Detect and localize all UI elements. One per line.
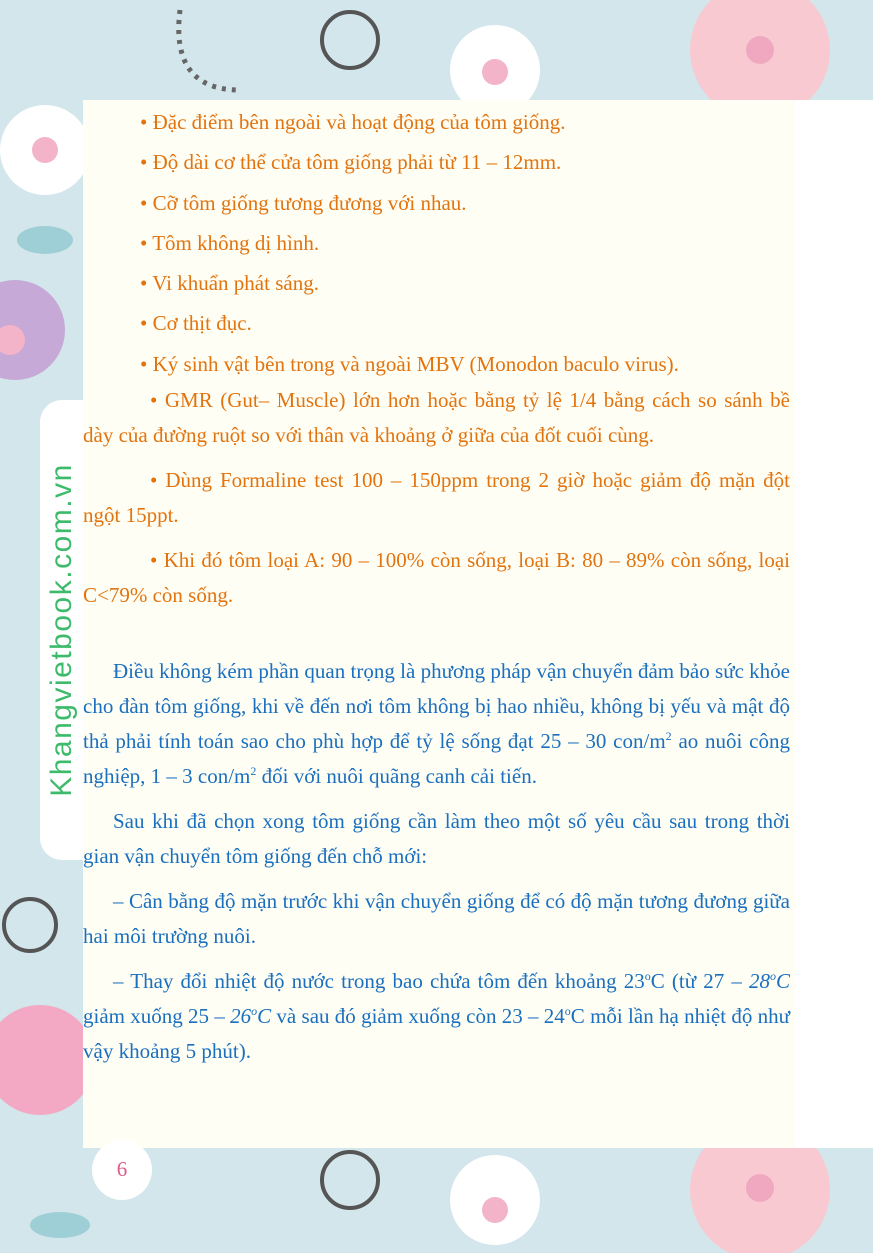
paragraph: Điều không kém phần quan trọng là phương pháp vận chuyển đảm bảo sức khỏe cho đàn tôm giống, khi về đến nơi tôm không bị hao nhiều, không bị yếu và mật độ thả phải tính toán sao cho phù hợp để tỷ lệ sống đạt 25 – 30 con/$m^2$ ao nuôi công nghiệp, 1 – 3 con/$m^2$ đối với nuôi quãng canh cải tiến. <box>83 659 790 788</box>
bullet-list-long <box>83 383 790 613</box>
flower-icon <box>0 1005 95 1115</box>
dash-item: – Thay đổi nhiệt độ nước trong bao chứa tôm đến khoảng 23$^o$C (từ 27 – 28$^o$C giảm xuống 25 – 26$^o$C và sau đó giảm xuống còn 23 – 24$^o$C mỗi lần hạ nhiệt độ như vậy khoảng 5 phút). <box>83 969 791 1063</box>
page-number: 6 <box>92 1140 152 1200</box>
list-item: • Dùng Formaline test 100 – 150ppm trong 2 giờ hoặc giảm độ mặn đột ngột 15ppt. <box>83 468 790 527</box>
dash-item: – Cân bằng độ mặn trước khi vận chuyển giống để có độ mặn tương đương giữa hai môi trường nuôi. <box>83 889 790 948</box>
list-item: • Độ dài cơ thể cửa tôm giống phải từ 11 – 12mm. <box>140 150 562 175</box>
list-item: • Khi đó tôm loại A: 90 – 100% còn sống, loại B: 80 – 89% còn sống, loại C<79% còn sống. <box>83 548 791 607</box>
right-margin <box>795 100 873 1148</box>
list-item: • Đặc điểm bên ngoài và hoạt động của tôm giống. <box>140 110 566 134</box>
list-item: • Vi khuẩn phát sáng. <box>140 271 319 296</box>
flower-icon <box>0 105 90 195</box>
watermark-text: Khangvietbook.com.vn <box>44 463 78 797</box>
list-item: • Cơ thịt đục. <box>140 311 252 336</box>
list-item: • Cỡ tôm giống tương đương với nhau. <box>140 190 467 215</box>
flower-icon <box>0 280 65 380</box>
list-item: • Ký sinh vật bên trong và ngoài MBV (Monodon baculo virus). <box>140 351 679 376</box>
bullet-list-short <box>83 102 790 384</box>
list-item: • GMR (Gut– Muscle) lớn hơn hoặc bằng tỷ lệ 1/4 bằng cách so sánh bề dày của đường ruột so với thân và khoảng ở giữa của đốt cuối cùng. <box>83 388 790 447</box>
list-item: • Tôm không dị hình. <box>140 230 320 255</box>
paragraph: Sau khi đã chọn xong tôm giống cần làm theo một số yêu cầu sau trong thời gian vận chuyển tôm giống đến chỗ mới: <box>83 809 790 868</box>
watermark-strip <box>40 400 83 860</box>
body-text <box>83 654 790 1069</box>
flower-icon <box>450 1155 540 1245</box>
